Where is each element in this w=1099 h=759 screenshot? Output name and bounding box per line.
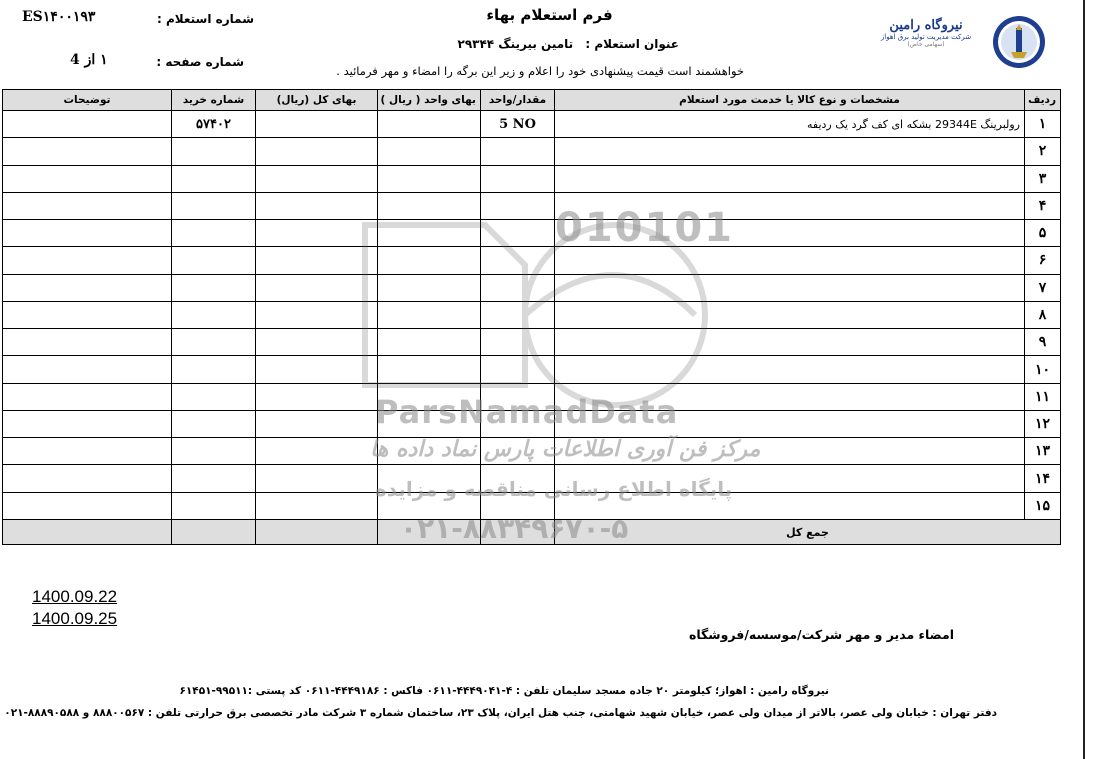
inquiry-number-value: ES۱۴۰۰۱۹۳ (22, 9, 96, 25)
row-number: ۹ (1025, 329, 1061, 356)
row-number: ۸ (1025, 301, 1061, 328)
row-number: ۲ (1025, 138, 1061, 165)
row-notes (3, 329, 172, 356)
request-text: خواهشمند است قیمت پیشنهادی خود را اعلام و زیر این برگه را امضاء و مهر فرمائید . (336, 64, 744, 78)
row-purchase-no (172, 492, 256, 519)
row-notes (3, 220, 172, 247)
row-description (555, 165, 1025, 192)
row-notes (3, 465, 172, 492)
footer-line2: دفتر تهران : خیابان ولی عصر، بالاتر از میدان ولی عصر، خیابان شهید شهامتی، جنب هتل ایران، پلاک ۲۳، ساختمان شماره ۳ شرکت مادر تخصصی برق حرارتی تلفن : ۸۸۸۰۰۵۶۷ و ۸۸۸۹۰۵۸۸-۰۲۱ (4, 707, 997, 719)
row-number: ۳ (1025, 165, 1061, 192)
watermark-digits: 010101 (555, 205, 734, 251)
header-row: ردیف (1025, 90, 1061, 111)
row-number: ۱۰ (1025, 356, 1061, 383)
row-number: ۱۵ (1025, 492, 1061, 519)
row-notes (3, 383, 172, 410)
row-unit-price (378, 111, 481, 138)
row-unit-price (378, 165, 481, 192)
header-qty: مقدار/واحد (481, 90, 555, 111)
row-purchase-no (172, 329, 256, 356)
row-quantity: 5 NO (481, 111, 555, 138)
row-notes (3, 274, 172, 301)
row-notes (3, 301, 172, 328)
row-purchase-no (172, 247, 256, 274)
row-number: ۱۴ (1025, 465, 1061, 492)
row-number: ۱ (1025, 111, 1061, 138)
table-row (3, 138, 1061, 165)
date-1: 1400.09.22 (32, 587, 118, 606)
subject-label: عنوان استعلام : (585, 37, 679, 51)
table-header-row (3, 90, 1061, 111)
subject-row (458, 37, 680, 51)
form-title: فرم استعلام بهاء (486, 6, 613, 24)
row-purchase-no (172, 165, 256, 192)
page-number-label: شماره صفحه : (156, 55, 244, 69)
row-quantity (481, 165, 555, 192)
row-total-price (256, 138, 378, 165)
row-notes (3, 492, 172, 519)
logo-line2: شرکت مدیریت تولید برق اهواز (880, 33, 972, 41)
row-total-price (256, 165, 378, 192)
row-purchase-no (172, 138, 256, 165)
row-number: ۱۱ (1025, 383, 1061, 410)
row-purchase-no (172, 274, 256, 301)
row-description (555, 138, 1025, 165)
logo-emblem-icon (991, 14, 1047, 70)
row-purchase-no (172, 356, 256, 383)
row-notes (3, 356, 172, 383)
row-purchase-no (172, 383, 256, 410)
date-2: 1400.09.25 (32, 609, 118, 628)
page-number-value: ۱ از 4 (70, 52, 108, 68)
row-number: ۷ (1025, 274, 1061, 301)
row-notes (3, 247, 172, 274)
logo-line3: (سهامی خاص) (907, 41, 945, 48)
row-purchase-no (172, 192, 256, 219)
row-notes (3, 111, 172, 138)
header-total-price: بهای کل (ریال) (256, 90, 378, 111)
header-unit-price: بهای واحد ( ریال ) (378, 90, 481, 111)
total-label: جمع کل (555, 520, 1061, 545)
header-purchase-no: شماره خرید (172, 90, 256, 111)
footer-line1: نیروگاه رامین : اهواز؛ کیلومتر ۲۰ جاده مسجد سلیمان تلفن : ۴-۴۴۴۹۰۴۱-۰۶۱۱ فاکس : ۴۴۴۹۱۸۶-۰۶۱۱ کد پستی :۹۹۵۱۱-۶۱۴۵۱ (179, 685, 829, 697)
row-purchase-no (172, 220, 256, 247)
logo-brand: نیروگاه رامین (889, 18, 963, 33)
row-number: ۱۳ (1025, 438, 1061, 465)
row-notes (3, 192, 172, 219)
inquiry-number-label: شماره استعلام : (157, 12, 254, 26)
table-row (3, 165, 1061, 192)
row-purchase-no: ۵۷۴۰۲ (172, 111, 256, 138)
total-cell (3, 520, 172, 545)
row-number: ۱۲ (1025, 410, 1061, 437)
header-notes: توضیحات (3, 90, 172, 111)
watermark-latin: ParsNamadData (375, 393, 679, 431)
row-unit-price (378, 138, 481, 165)
row-number: ۵ (1025, 220, 1061, 247)
subject-value: تامین بیرینگ ۲۹۳۴۴ (457, 37, 574, 51)
row-purchase-no (172, 438, 256, 465)
watermark-persian1: مرکز فن آوری اطلاعات پارس نماد داده ها (370, 437, 761, 462)
row-number: ۶ (1025, 247, 1061, 274)
signature-label: امضاء مدیر و مهر شرکت/موسسه/فروشگاه (688, 627, 954, 642)
row-purchase-no (172, 465, 256, 492)
row-purchase-no (172, 410, 256, 437)
row-description: رولبرینگ 29344E بشکه ای کف گرد یک ردیفه (555, 111, 1025, 138)
page-edge-divider (1083, 0, 1099, 759)
row-number: ۴ (1025, 192, 1061, 219)
total-cell (172, 520, 256, 545)
watermark-persian2: پایگاه اطلاع رسانی مناقصه و مزایده (375, 477, 733, 501)
row-purchase-no (172, 301, 256, 328)
row-quantity (481, 138, 555, 165)
row-total-price (256, 111, 378, 138)
row-notes (3, 410, 172, 437)
watermark-phone: ۰۲۱-۸۸۳۴۹۶۷۰-۵ (400, 512, 629, 545)
header-spec: مشخصات و نوع کالا یا خدمت مورد استعلام (555, 90, 1025, 111)
watermark-emblem-icon (355, 205, 745, 555)
row-notes (3, 138, 172, 165)
logo-text (871, 18, 981, 48)
row-notes (3, 438, 172, 465)
table-row (3, 111, 1061, 138)
row-notes (3, 165, 172, 192)
